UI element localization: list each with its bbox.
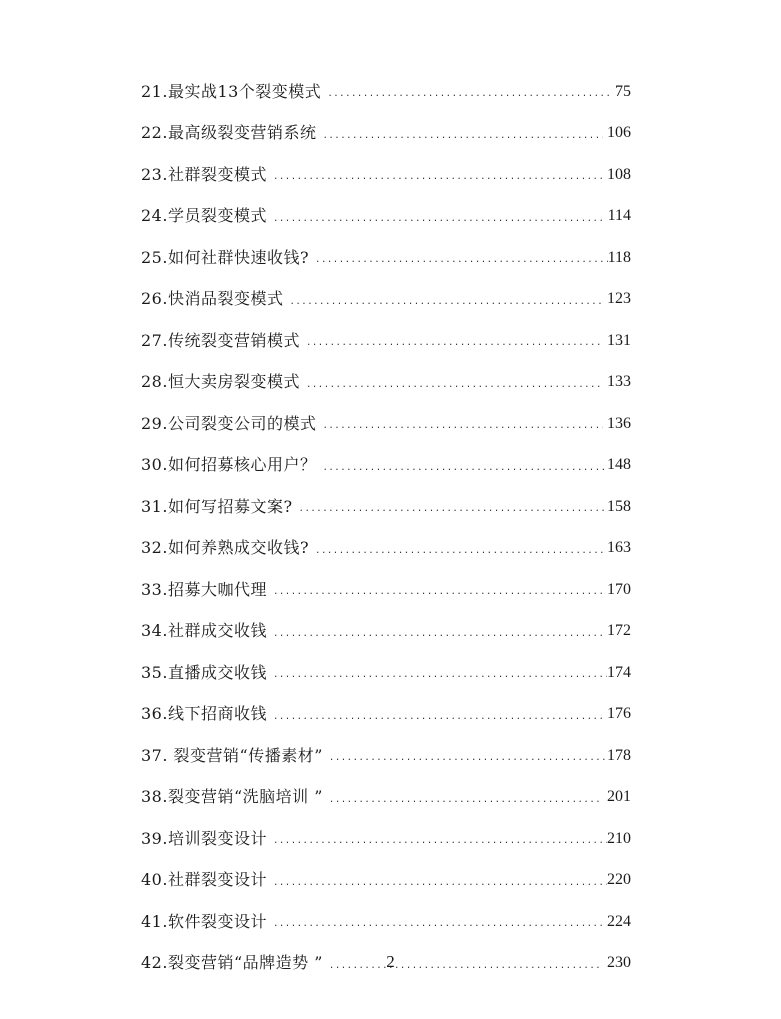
toc-entry-34 — [141, 611, 631, 653]
toc-entry-26 — [141, 279, 631, 321]
toc-entry-31 — [141, 486, 631, 528]
dot-leader — [315, 547, 607, 556]
toc-entry-title: 37. 裂变营销“传播素材” — [141, 745, 323, 765]
toc-entry-25 — [141, 237, 631, 279]
toc-entry-title: 25.如何社群快速收钱? — [141, 247, 310, 267]
toc-entry-35 — [141, 652, 631, 694]
toc-entry-page: 220 — [607, 871, 631, 889]
toc-entry-39 — [141, 818, 631, 860]
toc-entry-title: 31.如何写招募文案? — [141, 496, 293, 516]
dot-leader — [306, 381, 603, 390]
toc-entry-title: 29.公司裂变公司的模式 — [141, 413, 317, 433]
toc-entry-33 — [141, 569, 631, 611]
toc-entry-title: 22.最高级裂变营销系统 — [141, 123, 317, 143]
toc-entry-title: 36.线下招商收钱 — [141, 704, 267, 724]
toc-entry-title: 23.社群裂变模式 — [141, 164, 267, 184]
dot-leader — [315, 256, 608, 265]
toc-entry-page: 201 — [607, 788, 631, 806]
toc-entry-title: 21.最实战13个裂变模式 — [141, 81, 322, 101]
toc-entry-page: 123 — [607, 290, 631, 308]
dot-leader — [327, 90, 611, 99]
toc-entry-title: 27.传统裂变营销模式 — [141, 330, 300, 350]
toc-entry-page: 75 — [615, 82, 631, 100]
toc-entry-page: 210 — [607, 829, 631, 847]
toc-entry-page: 178 — [607, 746, 631, 764]
toc-entry-page: 148 — [607, 456, 631, 474]
toc-entry-24 — [141, 196, 631, 238]
dot-leader — [322, 132, 603, 141]
dot-leader — [322, 464, 607, 473]
dot-leader — [299, 505, 607, 514]
toc-entry-page: 158 — [607, 497, 631, 515]
toc-entry-title: 40.社群裂变设计 — [141, 870, 267, 890]
toc-entry-page: 172 — [607, 622, 631, 640]
toc-entry-title: 35.直播成交收钱 — [141, 662, 267, 682]
toc-entry-page: 108 — [607, 165, 631, 183]
toc-entry-title: 26.快消品裂变模式 — [141, 289, 284, 309]
toc-entry-page: 136 — [607, 414, 631, 432]
dot-leader — [273, 920, 603, 929]
toc-entry-27 — [141, 320, 631, 362]
dot-leader — [273, 173, 603, 182]
toc-entry-page: 114 — [607, 207, 631, 225]
toc-entry-title: 34.社群成交收钱 — [141, 621, 267, 641]
toc-entry-page: 224 — [607, 912, 631, 930]
dot-leader — [273, 215, 604, 224]
toc-entry-title: 33.招募大咖代理 — [141, 579, 267, 599]
toc-entry-page: 174 — [607, 663, 631, 681]
toc-entry-title: 24.学员裂变模式 — [141, 206, 267, 226]
toc-entry-36 — [141, 694, 631, 736]
toc-entry-title: 38.裂变营销“洗脑培训 ” — [141, 787, 323, 807]
dot-leader — [289, 298, 603, 307]
toc-entry-title: 32.如何养熟成交收钱? — [141, 538, 310, 558]
toc-entry-23 — [141, 154, 631, 196]
toc-entry-page: 131 — [607, 331, 631, 349]
dot-leader — [273, 630, 603, 639]
toc-entry-title: 30.如何招募核心用户？ — [141, 455, 317, 475]
toc-entry-38 — [141, 777, 631, 819]
dot-leader — [322, 422, 603, 431]
dot-leader — [273, 588, 603, 597]
toc-entry-page: 118 — [607, 248, 631, 266]
toc-entry-title: 39.培训裂变设计 — [141, 828, 267, 848]
page-number: 2 — [386, 952, 395, 971]
toc-entry-page: 170 — [607, 580, 631, 598]
toc-entry-32 — [141, 528, 631, 570]
toc-entry-28 — [141, 362, 631, 404]
toc-entry-40 — [141, 860, 631, 902]
toc-entry-41 — [141, 901, 631, 943]
dot-leader — [273, 713, 603, 722]
toc-entry-21 — [141, 71, 631, 113]
dot-leader — [306, 339, 603, 348]
dot-leader — [273, 837, 607, 846]
dot-leader — [273, 879, 607, 888]
toc-entry-37 — [141, 735, 631, 777]
toc-entry-22 — [141, 113, 631, 155]
toc-entry-title: 42.裂变营销“品牌造势 ” — [141, 953, 323, 973]
toc-entry-page: 230 — [607, 954, 631, 972]
dot-leader — [329, 796, 603, 805]
table-of-contents — [141, 71, 631, 984]
toc-entry-30 — [141, 445, 631, 487]
toc-entry-title: 41.软件裂变设计 — [141, 911, 267, 931]
toc-entry-29 — [141, 403, 631, 445]
dot-leader — [273, 671, 607, 680]
toc-entry-page: 163 — [607, 539, 631, 557]
toc-entry-page: 176 — [607, 705, 631, 723]
toc-entry-page: 133 — [607, 373, 631, 391]
toc-entry-page: 106 — [607, 124, 631, 142]
dot-leader — [329, 754, 607, 763]
toc-entry-title: 28.恒大卖房裂变模式 — [141, 372, 300, 392]
